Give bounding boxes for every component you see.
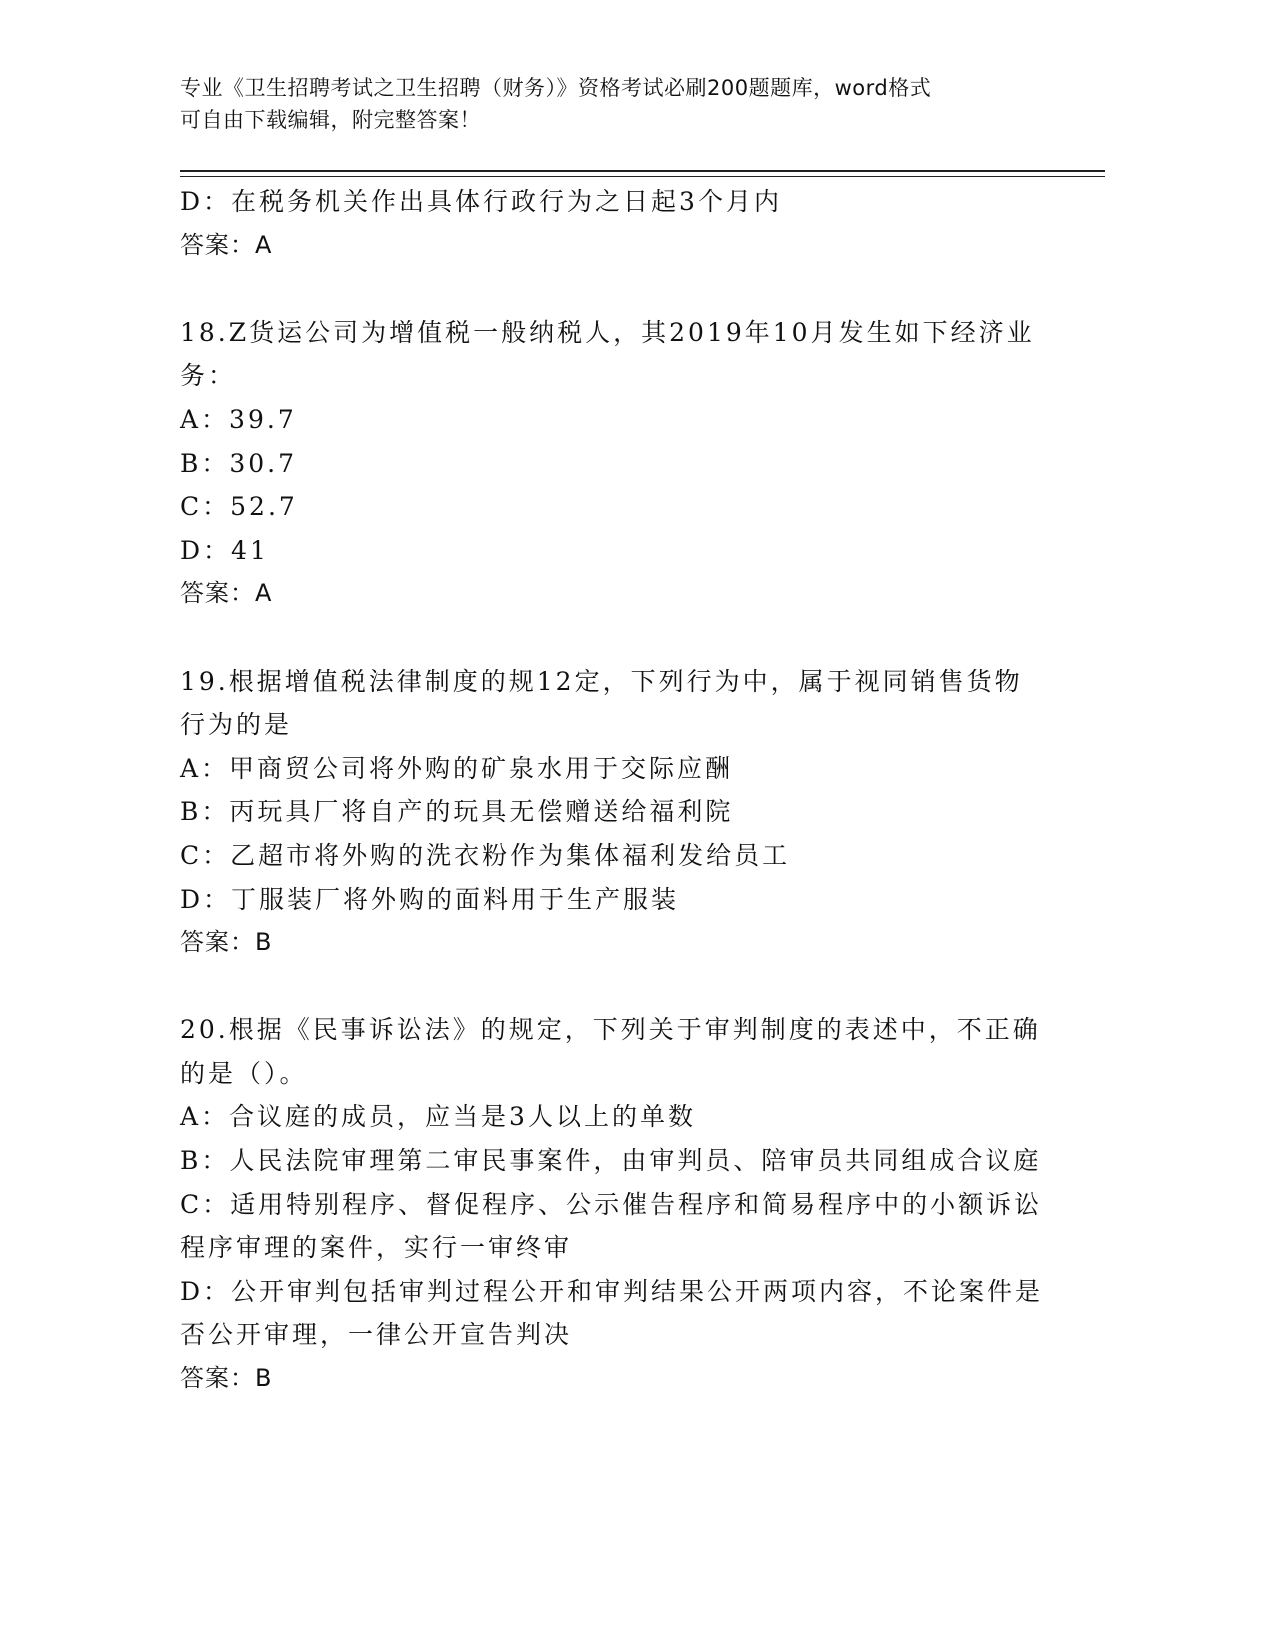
question-content	[180, 180, 1044, 1401]
option-b: B：30.7	[180, 448, 298, 478]
question-stem: 18.Z货运公司为增值税一般纳税人，其2019年10月发生如下经济业	[180, 317, 1035, 347]
spacer	[180, 965, 1040, 1009]
question-stem-continued: 的是（）。	[180, 1058, 308, 1088]
option-b: B：丙玩具厂将自产的玩具无偿赠送给福利院	[180, 797, 734, 827]
spacer	[180, 267, 1040, 311]
question-stem: 19.根据增值税法律制度的规12定，下列行为中，属于视同销售货物	[180, 666, 1023, 696]
answer-label: 答案：B	[180, 1364, 273, 1393]
option-d: D：在税务机关作出具体行政行为之日起3个月内	[180, 187, 782, 216]
option-d-continued: 否公开审理，一律公开宣告判决	[180, 1320, 573, 1350]
option-c: C：52.7	[180, 492, 298, 522]
spacer	[180, 616, 1040, 660]
option-c: C：适用特别程序、督促程序、公示催告程序和简易程序中的小额诉讼	[180, 1189, 1043, 1219]
answer-label: 答案：A	[180, 579, 273, 608]
option-d: D：41	[180, 535, 269, 565]
option-c-continued: 程序审理的案件，实行一审终审	[180, 1233, 573, 1263]
question-stem-continued: 务：	[180, 361, 237, 391]
question-17-tail	[180, 180, 1040, 267]
option-a: A：甲商贸公司将外购的矿泉水用于交际应酬	[180, 753, 734, 783]
header-line-2: 可自由下载编辑，附完整答案！	[180, 108, 481, 132]
answer-label: 答案：A	[180, 230, 273, 259]
question-stem-continued: 行为的是	[180, 710, 293, 740]
question-stem: 20.根据《民事诉讼法》的规定，下列关于审判制度的表述中，不正确	[180, 1015, 1041, 1045]
header-divider-bottom	[180, 176, 1105, 177]
option-b: B：人民法院审理第二审民事案件，由审判员、陪审员共同组成合议庭	[180, 1146, 1042, 1176]
option-c: C：乙超市将外购的洗衣粉作为集体福利发给员工	[180, 840, 791, 870]
option-a: A：合议庭的成员，应当是3人以上的单数	[180, 1102, 696, 1132]
option-d: D：丁服装厂将外购的面料用于生产服装	[180, 884, 680, 914]
option-a: A：39.7	[180, 404, 297, 434]
header-line-1: 专业《卫生招聘考试之卫生招聘（财务）》资格考试必刷200题题库，word格式	[180, 76, 932, 100]
answer-label: 答案：B	[180, 928, 273, 957]
question-20	[180, 1008, 1044, 1400]
option-d: D：公开审判包括审判过程公开和审判结果公开两项内容，不论案件是	[180, 1276, 1044, 1306]
question-19	[180, 660, 1040, 965]
document-header	[180, 72, 1040, 136]
header-divider-top	[180, 170, 1105, 172]
question-18	[180, 311, 1040, 616]
